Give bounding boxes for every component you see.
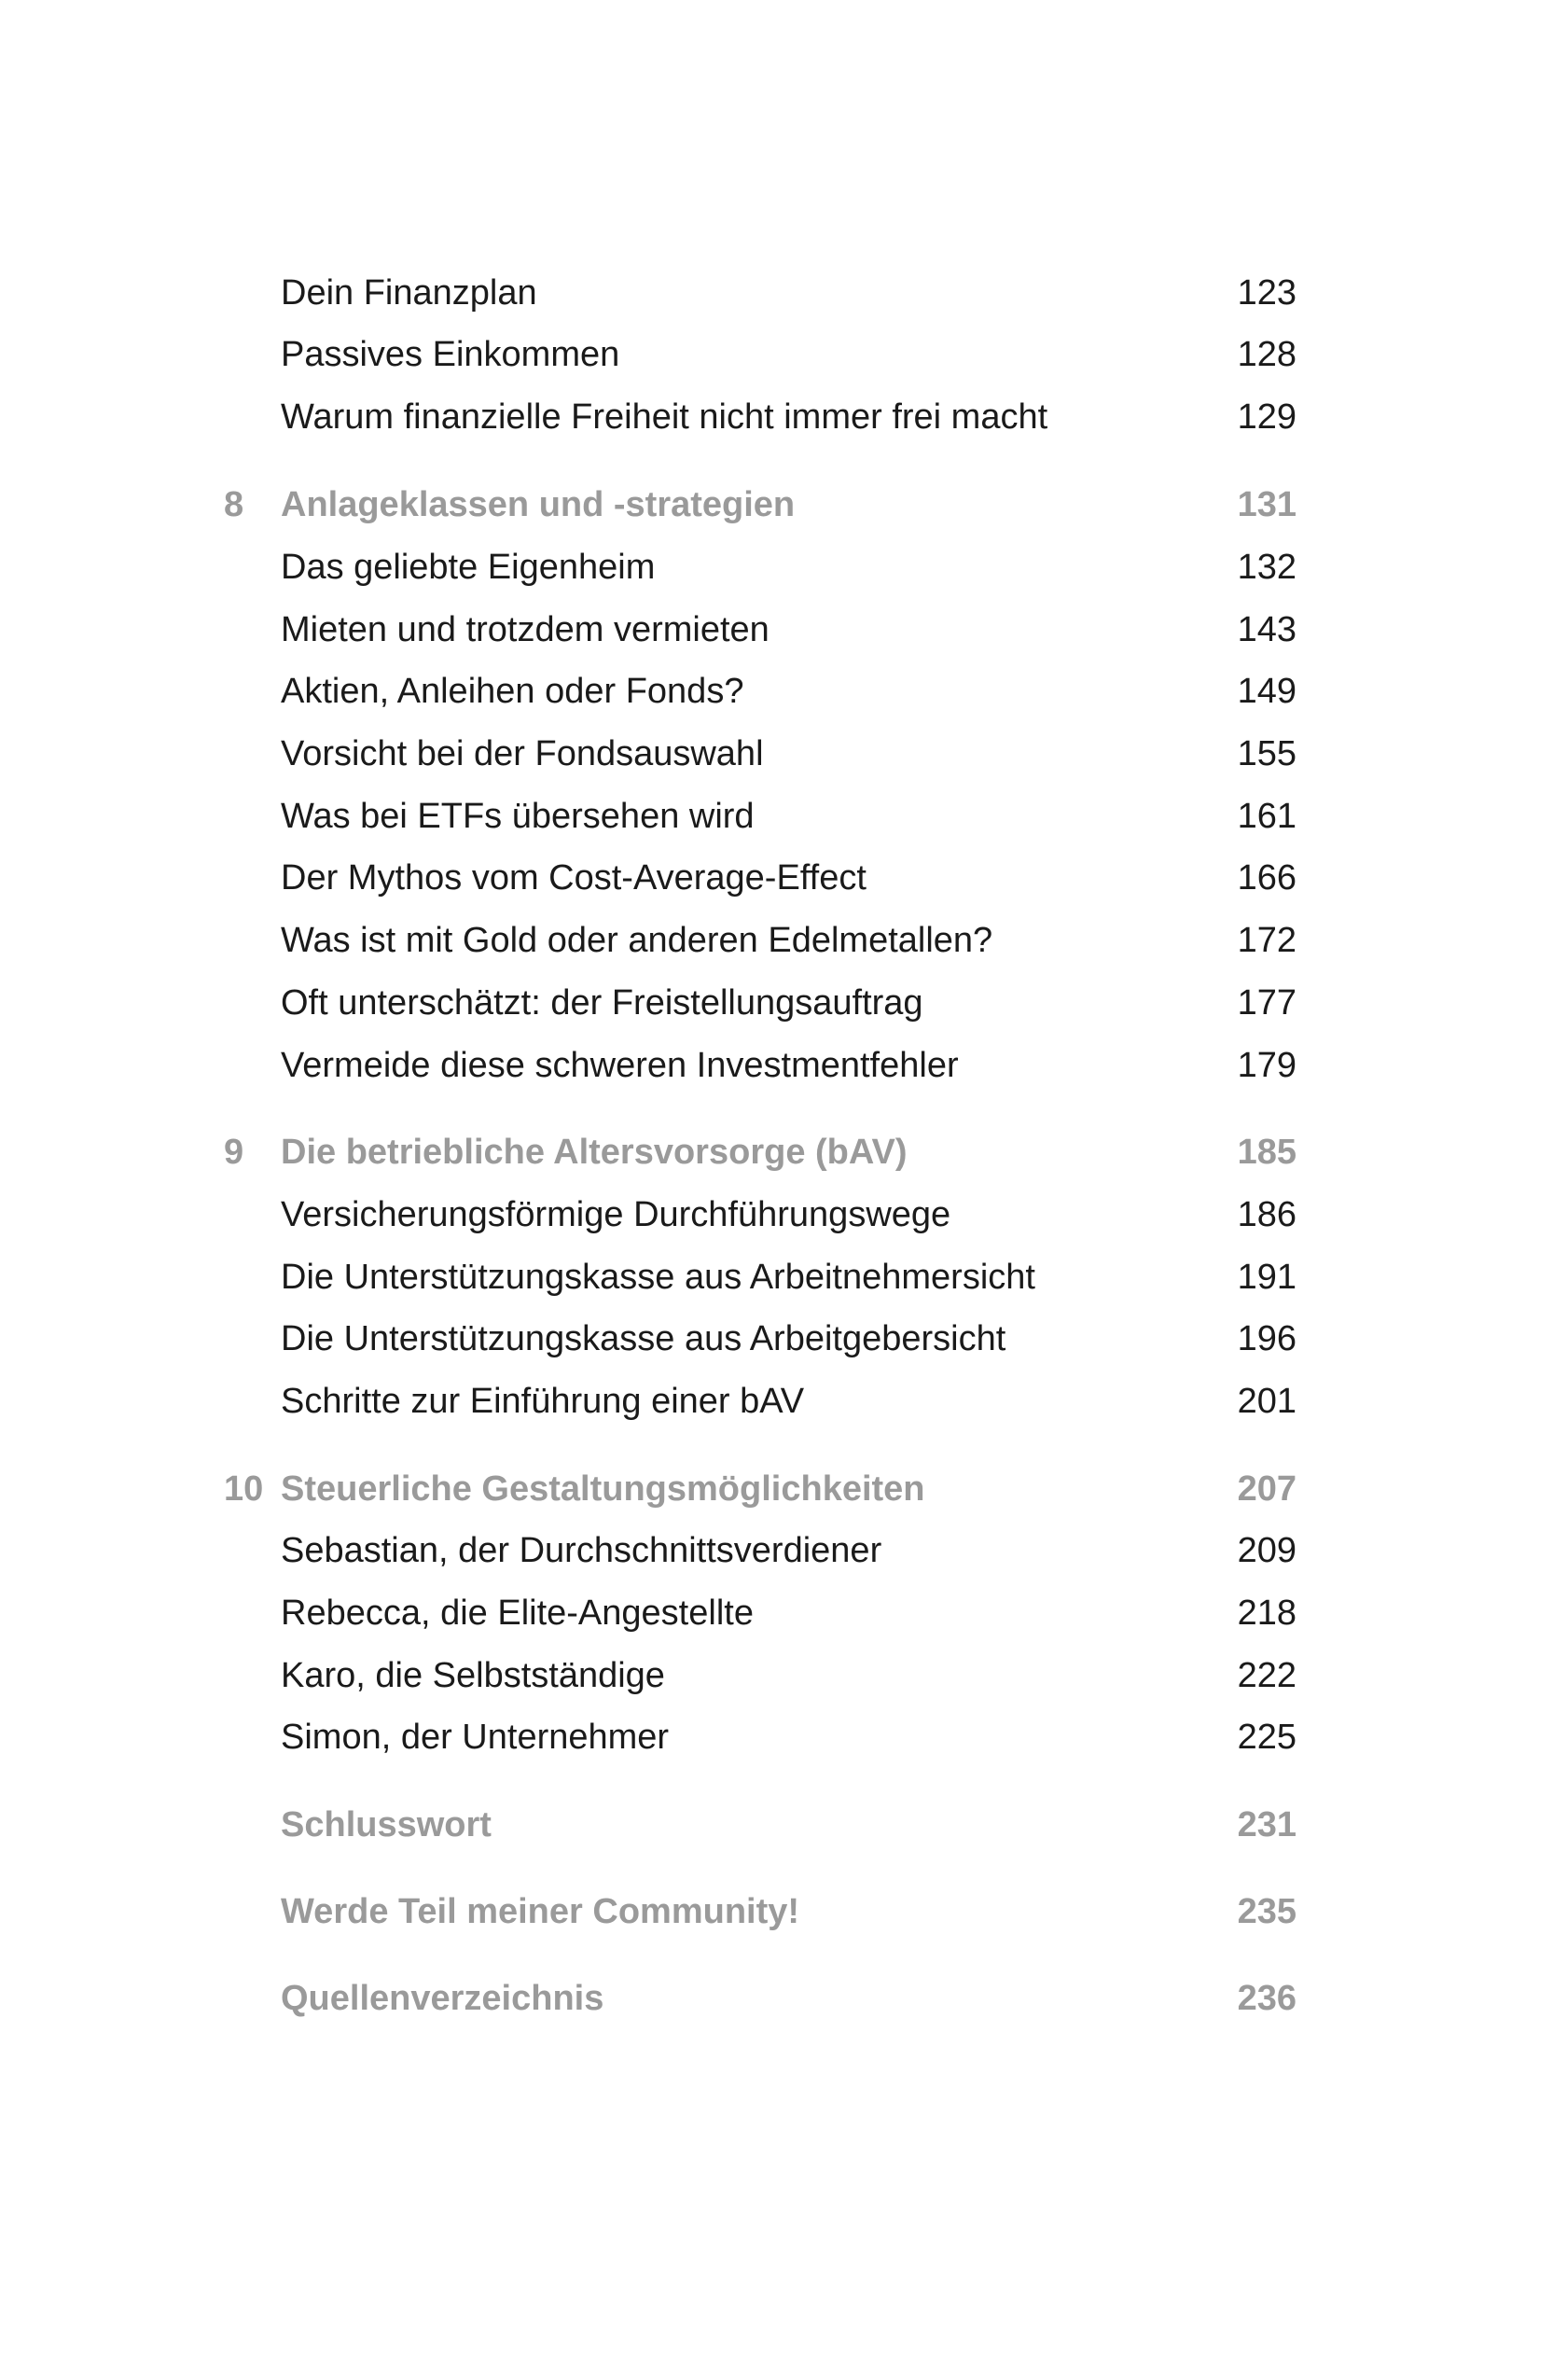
- toc-chapter-title: Schlusswort: [281, 1805, 492, 1844]
- toc-entry: [0, 1587, 1553, 1639]
- toc-entry-title: Was bei ETFs übersehen wird: [281, 797, 755, 836]
- toc-entry: [0, 914, 1553, 967]
- toc-entry-title: Vermeide diese schweren Investmentfehler: [281, 1046, 959, 1085]
- toc-page-number: 143: [1237, 610, 1296, 649]
- toc-page-number: 128: [1237, 335, 1296, 374]
- toc-page-number: 166: [1237, 858, 1296, 898]
- toc-entry: [0, 790, 1553, 842]
- toc-chapter-number: 8: [224, 485, 244, 524]
- toc-page-number: 172: [1237, 921, 1296, 960]
- toc-entry-title: Schritte zur Einführung einer bAV: [281, 1382, 805, 1421]
- toc-page-number: 222: [1237, 1656, 1296, 1695]
- toc-entry: [0, 328, 1553, 381]
- toc-page-number: 161: [1237, 797, 1296, 836]
- toc-entry-title: Karo, die Selbstständige: [281, 1656, 665, 1695]
- toc-page-number: 196: [1237, 1319, 1296, 1358]
- toc-entry: [0, 541, 1553, 593]
- toc-page-number: 131: [1237, 485, 1296, 524]
- toc-entry-title: Mieten und trotzdem vermieten: [281, 610, 770, 649]
- toc-entry-title: Oft unterschätzt: der Freistellungsauftrag: [281, 983, 923, 1023]
- toc-page-number: 123: [1237, 273, 1296, 313]
- toc-entry: [0, 1524, 1553, 1577]
- toc-chapter: [0, 1463, 1553, 1515]
- toc-page-number: 236: [1237, 1979, 1296, 2018]
- toc-page-number: 207: [1237, 1469, 1296, 1509]
- toc-entry: [0, 1039, 1553, 1092]
- toc-chapter: [0, 1972, 1553, 2025]
- toc-chapter-title: Steuerliche Gestaltungsmöglichkeiten: [281, 1469, 925, 1509]
- toc-entry: [0, 1189, 1553, 1241]
- toc-entry: [0, 1313, 1553, 1365]
- toc-entry-title: Rebecca, die Elite-Angestellte: [281, 1594, 754, 1633]
- toc-entry-title: Die Unterstützungskasse aus Arbeitnehmersicht: [281, 1258, 1035, 1297]
- toc-entry: [0, 604, 1553, 656]
- toc-chapter: [0, 479, 1553, 531]
- toc-entry-title: Versicherungsförmige Durchführungswege: [281, 1195, 951, 1234]
- toc-chapter: [0, 1886, 1553, 1938]
- toc-entry-title: Der Mythos vom Cost-Average-Effect: [281, 858, 867, 898]
- toc-page-number: 185: [1237, 1133, 1296, 1172]
- toc-entry-title: Das geliebte Eigenheim: [281, 548, 656, 587]
- toc-chapter-title: Die betriebliche Altersvorsorge (bAV): [281, 1133, 908, 1172]
- toc-page-number: 179: [1237, 1046, 1296, 1085]
- toc-entry: [0, 1649, 1553, 1702]
- toc-entry-title: Dein Finanzplan: [281, 273, 537, 313]
- toc-page-number: 177: [1237, 983, 1296, 1023]
- toc-chapter-title: Quellenverzeichnis: [281, 1979, 604, 2018]
- toc-page-number: 132: [1237, 548, 1296, 587]
- toc-entry-title: Passives Einkommen: [281, 335, 620, 374]
- toc-entry-title: Simon, der Unternehmer: [281, 1718, 670, 1757]
- toc-page-number: 231: [1237, 1805, 1296, 1844]
- toc-entry: [0, 391, 1553, 443]
- toc-chapter-number: 9: [224, 1133, 244, 1172]
- toc-page-number: 218: [1237, 1594, 1296, 1633]
- toc-page-number: 209: [1237, 1531, 1296, 1570]
- toc-entry: [0, 1251, 1553, 1303]
- toc-entry-title: Warum finanzielle Freiheit nicht immer frei macht: [281, 397, 1048, 437]
- toc-entry-title: Was ist mit Gold oder anderen Edelmetallen?: [281, 921, 993, 960]
- toc-entry: [0, 977, 1553, 1029]
- toc-entry: [0, 267, 1553, 319]
- toc-entry: [0, 852, 1553, 904]
- toc-page-number: 155: [1237, 734, 1296, 773]
- toc-chapter-number: 10: [224, 1469, 264, 1509]
- toc-entry-title: Aktien, Anleihen oder Fonds?: [281, 672, 744, 711]
- toc-page-number: 149: [1237, 672, 1296, 711]
- toc-entry: [0, 1375, 1553, 1427]
- toc-entry: [0, 665, 1553, 717]
- toc-chapter-title: Werde Teil meiner Community!: [281, 1892, 800, 1931]
- toc-entry-title: Die Unterstützungskasse aus Arbeitgebersicht: [281, 1319, 1006, 1358]
- toc-entry: [0, 1711, 1553, 1763]
- toc-page-number: 235: [1237, 1892, 1296, 1931]
- toc-page-number: 186: [1237, 1195, 1296, 1234]
- toc-page-number: 129: [1237, 397, 1296, 437]
- toc-chapter-title: Anlageklassen und -strategien: [281, 485, 796, 524]
- toc-entry: [0, 728, 1553, 780]
- toc-chapter: [0, 1126, 1553, 1178]
- toc-page-number: 191: [1237, 1258, 1296, 1297]
- toc-entry-title: Sebastian, der Durchschnittsverdiener: [281, 1531, 882, 1570]
- toc-chapter: [0, 1799, 1553, 1851]
- toc-page-number: 201: [1237, 1382, 1296, 1421]
- toc-entry-title: Vorsicht bei der Fondsauswahl: [281, 734, 764, 773]
- toc-page-number: 225: [1237, 1718, 1296, 1757]
